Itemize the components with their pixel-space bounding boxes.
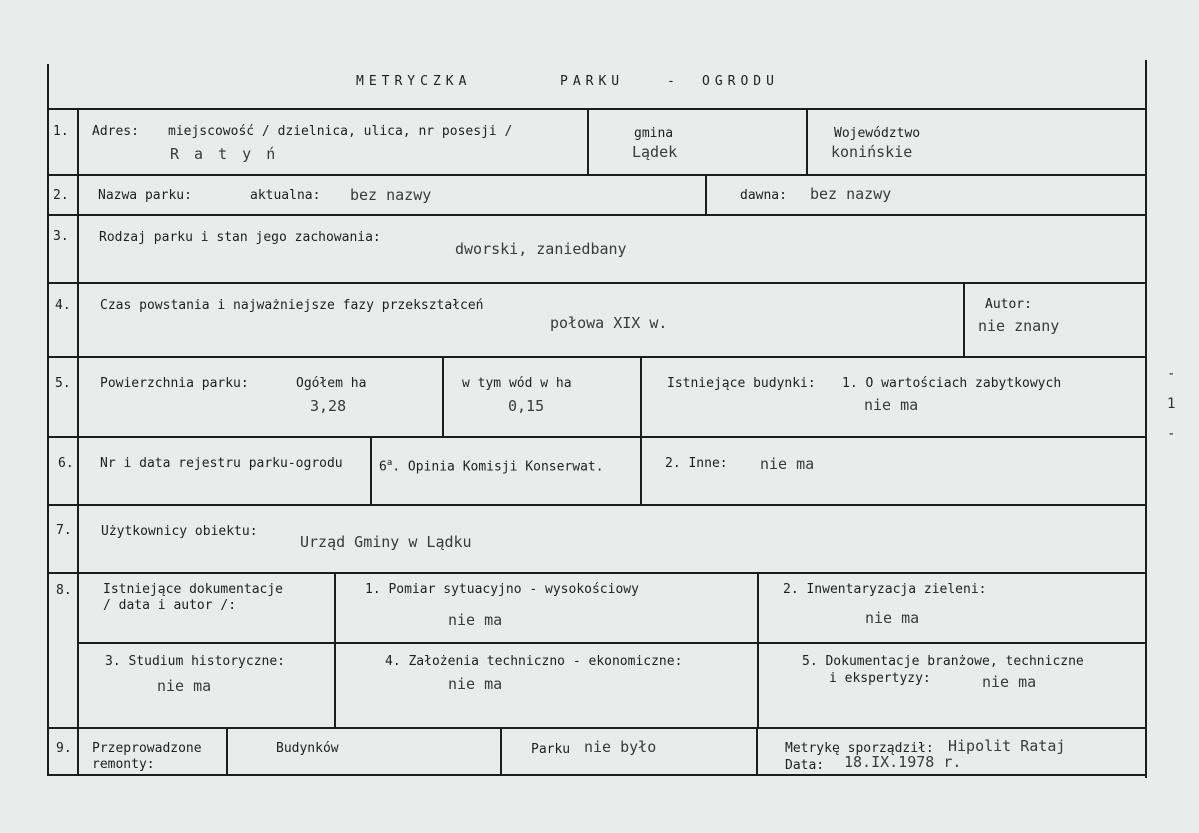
current-name-value: bez nazwy (350, 186, 432, 204)
origin-value: połowa XIX w. (550, 314, 668, 332)
documentation-label-line1: Istniejące dokumentacje (103, 582, 284, 597)
rule (47, 504, 1147, 506)
form-title-word-3: OGRODU (702, 74, 779, 89)
row1-divider (587, 108, 589, 176)
margin-mark-2: 1 (1167, 396, 1176, 412)
voivodeship-value: konińskie (831, 143, 913, 161)
row9-divider (226, 727, 228, 776)
row3-number: 3. (53, 229, 69, 244)
historic-buildings-value: nie ma (864, 396, 919, 414)
frame-right-line (1145, 60, 1147, 778)
row9-divider (756, 727, 758, 776)
row8-number: 8. (56, 583, 72, 598)
row5-6-divider (640, 356, 642, 504)
park-type-value: dworski, zaniedbany (455, 240, 627, 258)
locality-value: R a t y ń (170, 145, 279, 163)
rule (47, 282, 1147, 284)
rule (47, 572, 1147, 574)
branch-docs-value: nie ma (982, 673, 1037, 691)
rule (79, 642, 1147, 644)
current-name-label: aktualna: (250, 188, 321, 203)
branch-docs-label-line1: 5. Dokumentacje branżowe, techniczne (802, 654, 1084, 669)
form-title-word-1: METRYCZKA (356, 74, 472, 89)
row2-number: 2. (53, 188, 69, 203)
park-name-label: Nazwa parku: (98, 188, 192, 203)
row1-number: 1. (53, 124, 69, 139)
author-label: Autor: (985, 297, 1032, 312)
documentation-label-line2: / data i autor /: (103, 598, 237, 613)
branch-docs-label-line2: i ekspertyzy: (829, 671, 931, 686)
renovations-label-line2: remonty: (92, 757, 155, 772)
users-label: Użytkownicy obiektu: (101, 524, 258, 539)
row8-divider (757, 572, 759, 729)
greenery-inventory-label: 2. Inwentaryzacja zieleni: (783, 582, 987, 597)
park-renovation-label: Parku (531, 742, 571, 757)
rule (47, 727, 1147, 729)
frame-left-line (47, 64, 49, 776)
row4-number: 4. (55, 298, 71, 313)
renovations-label-line1: Przeprowadzone (92, 741, 202, 756)
row5-divider (442, 356, 444, 438)
date-value: 18.IX.1978 r. (844, 753, 962, 771)
author-value: nie znany (978, 317, 1060, 335)
row2-divider (705, 174, 707, 216)
total-area-label: Ogółem ha (296, 376, 367, 391)
survey-value: nie ma (448, 611, 503, 629)
buildings-label: Istniejące budynki: (667, 376, 816, 391)
water-area-label: w tym wód w ha (462, 376, 572, 391)
historic-buildings-label: 1. O wartościach zabytkowych (842, 376, 1062, 391)
row8-divider (334, 572, 336, 729)
date-label: Data: (785, 758, 825, 773)
former-name-label: dawna: (740, 188, 787, 203)
number-column-line (77, 108, 79, 776)
commune-value: Lądek (632, 143, 678, 161)
park-type-label: Rodzaj parku i stan jego zachowania: (99, 230, 381, 245)
total-area-value: 3,28 (310, 397, 347, 415)
rule (47, 214, 1147, 216)
other-buildings-label: 2. Inne: (665, 456, 728, 471)
row4-divider (963, 282, 965, 358)
row6-number: 6. (58, 456, 74, 471)
margin-mark-1: - (1167, 366, 1176, 382)
rule (47, 436, 1147, 438)
area-label: Powierzchnia parku: (100, 376, 249, 391)
prepared-by-value: Hipolit Rataj (948, 737, 1066, 755)
commission-opinion-label: 6$^a$. Opinia Komisji Konserwat. (379, 458, 604, 475)
historical-study-label: 3. Studium historyczne: (105, 654, 286, 669)
rule (47, 108, 1147, 110)
row9-number: 9. (56, 741, 72, 756)
row6-divider (370, 436, 372, 504)
buildings-renovation-label: Budynków (276, 741, 339, 756)
former-name-value: bez nazwy (810, 185, 892, 203)
address-label: Adres: (92, 124, 139, 139)
tech-econ-value: nie ma (448, 675, 503, 693)
margin-mark-3: - (1167, 426, 1176, 442)
row5-number: 5. (55, 376, 71, 391)
row7-number: 7. (56, 523, 72, 538)
tech-econ-label: 4. Założenia techniczno - ekonomiczne: (385, 654, 683, 669)
park-renovation-value: nie było (584, 738, 657, 756)
prepared-by-label: Metrykę sporządził: (785, 741, 934, 756)
row9-divider (500, 727, 502, 776)
commune-label: gmina (634, 126, 674, 141)
form-title-word-2: PARKU (560, 74, 625, 89)
origin-label: Czas powstania i najważniejsze fazy przekształceń (100, 298, 484, 313)
row1-divider (806, 108, 808, 176)
register-label: Nr i data rejestru parku-ogrodu (100, 456, 343, 471)
rule (47, 356, 1147, 358)
other-buildings-value: nie ma (760, 455, 815, 473)
form-title-dash: - (667, 74, 680, 89)
survey-label: 1. Pomiar sytuacyjno - wysokościowy (365, 582, 639, 597)
voivodeship-label: Województwo (834, 126, 921, 141)
users-value: Urząd Gminy w Lądku (300, 533, 472, 551)
greenery-inventory-value: nie ma (865, 609, 920, 627)
water-area-value: 0,15 (508, 397, 545, 415)
historical-study-value: nie ma (157, 677, 212, 695)
rule (47, 774, 1147, 776)
rule (47, 174, 1147, 176)
address-sublabel: miejscowość / dzielnica, ulica, nr posesji / (168, 124, 513, 139)
